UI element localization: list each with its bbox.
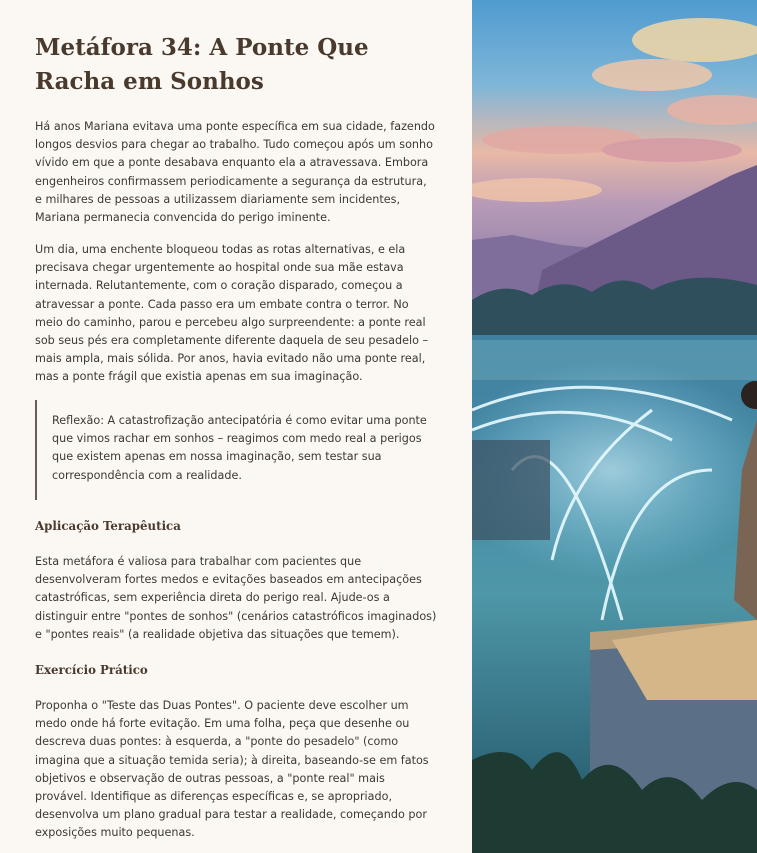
story-paragraph-1: Há anos Mariana evitava uma ponte específica em sua cidade, fazendo longos desvios para chegar ao trabalho. Tudo começou após um sonho vívido em que a ponte desabava enquanto ela a atravessava. Embora engenheiros confirmassem periodicamente a segurança da estrutura, e milhares de pessoas a utilizassem diariamente sem incidentes, Mariana permanecia convencida do perigo iminente.: [35, 120, 435, 225]
ruined-wall: [472, 440, 550, 540]
reflection-text: Reflexão: A catastrofização antecipatória é como evitar uma ponte que vimos rachar em sonhos – reagimos com medo real a perigos que existem apenas em nossa imaginação, sem testar sua correspondência com a realidade.: [52, 414, 427, 482]
article-title: Metáfora 34: A Ponte Que Racha em Sonhos: [35, 34, 369, 95]
section-heading-therapeutic: Aplicação Terapêutica: [35, 519, 181, 533]
reflection-blockquote: [35, 400, 439, 500]
story-paragraph-2: Um dia, uma enchente bloqueou todas as rotas alternativas, e ela precisava chegar urgentemente ao hospital onde sua mãe estava internada. Relutantemente, com o coração disparado, começou a atravessar a ponte. Cada passo era um embate contra o terror. No meio do caminho, parou e percebeu algo surpreendente: a ponte real sob seus pés era completamente diferente daquela de seu pesadelo – mais ampla, mais sólida. Por anos, havia evitado não uma ponte real, mas a ponte frágil que existia apenas em sua imaginação.: [35, 243, 429, 384]
bridge-illustration: [472, 0, 757, 853]
exercise-paragraph: Proponha o "Teste das Duas Pontes". O paciente deve escolher um medo onde há forte evitação. Em uma folha, peça que desenhe ou descreva duas pontes: à esquerda, a "ponte do pesadelo" (como imagina que a situação temida seria); à direita, baseando-se em fatos objetivos e observação de outras pessoas, a "ponte real" mais provável. Identifique as diferenças específicas e, se apropriado, desenvolva um plano gradual para testar a realidade, começando por exposições muito pequenas.: [35, 699, 429, 840]
therapeutic-paragraph: Esta metáfora é valiosa para trabalhar com pacientes que desenvolveram fortes medos e evitações baseados em antecipações catastróficas, sem experiência direta do perigo real. Ajude-os a distinguir entre "pontes de sonhos" (cenários catastróficos imaginados) e "pontes reais" (a realidade objetiva das situações que temem).: [35, 555, 437, 641]
section-heading-exercise: Exercício Prático: [35, 663, 148, 677]
